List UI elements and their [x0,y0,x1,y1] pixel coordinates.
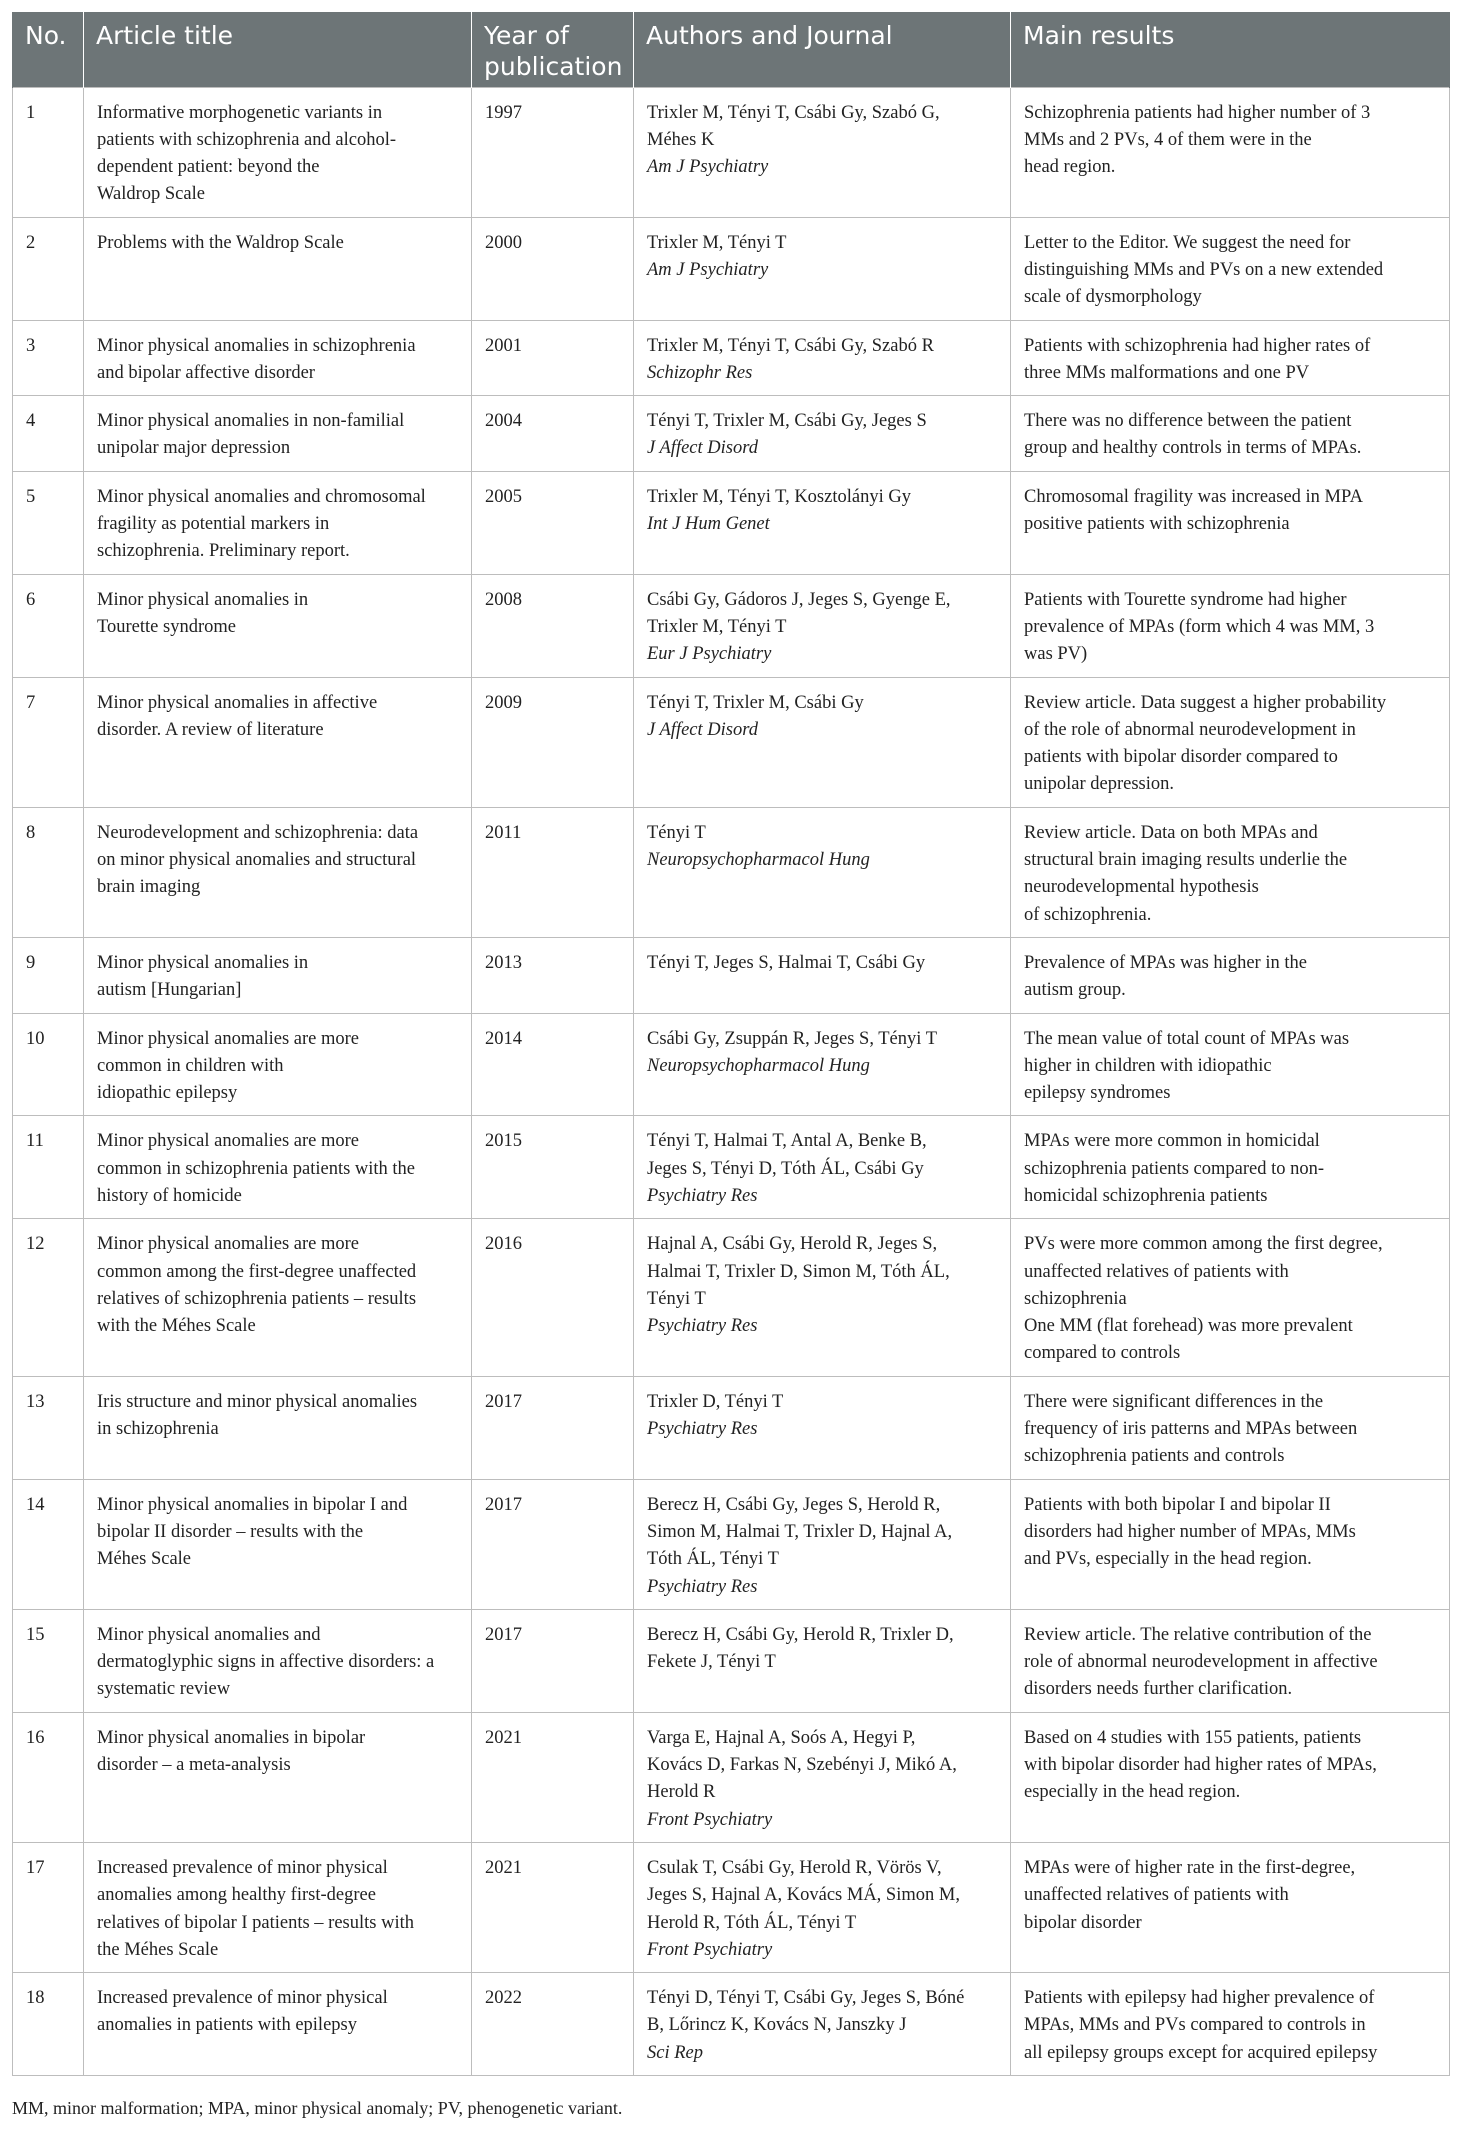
authors-text: Csábi Gy, Gádoros J, Jeges S, Gyenge E, Trixler M, Tényi T [647,589,951,637]
cell-no [13,217,84,320]
table-row [13,1973,1450,2076]
cell-no [13,1842,84,1972]
cell-main-results-text: Patients with epilepsy had higher prevalence of MPAs, MMs and PVs compared to controls in all epilepsy groups except for acquired epilepsy [1024,1988,1378,2063]
cell-main-results-text: The mean value of total count of MPAs was higher in children with idiopathic epilepsy syndromes [1024,1028,1350,1104]
cell-year-text: 2021 [485,1857,522,1878]
authors-text: Tényi T, Trixler M, Csábi Gy [647,692,864,713]
cell-authors-journal [634,1219,1011,1376]
cell-article-title [84,320,472,396]
cell-authors-journal [634,1013,1011,1116]
cell-main-results [1011,574,1450,677]
cell-article-title [84,677,472,807]
journal-text: J Affect Disord [647,719,758,740]
cell-year [472,471,634,574]
table-row [13,574,1450,677]
article-table-container [12,12,1449,2076]
cell-no-text: 6 [26,589,36,610]
cell-year-text: 2014 [485,1028,522,1049]
cell-main-results [1011,1712,1450,1842]
cell-no [13,937,84,1013]
cell-year-text: 2005 [485,486,522,507]
cell-no [13,396,84,472]
cell-year [472,1013,634,1116]
cell-main-results-text: Prevalence of MPAs was higher in the autism group. [1024,952,1307,1001]
cell-no-text: 18 [26,1988,45,2009]
authors-text: Trixler D, Tényi T [647,1391,784,1412]
cell-article-title [84,1973,472,2076]
journal-text: Front Psychiatry [647,1939,773,1960]
cell-year-text: 2001 [485,335,522,356]
cell-no [13,1712,84,1842]
authors-text: Tényi T [647,822,706,843]
cell-year [472,1842,634,1972]
cell-no-text: 14 [26,1494,45,1515]
journal-text: Am J Psychiatry [647,157,769,178]
cell-year-text: 2013 [485,952,522,973]
cell-main-results-text: Letter to the Editor. We suggest the need for distinguishing MMs and PVs on a new extended scale of dysmorphology [1024,232,1384,308]
cell-year-text: 2016 [485,1234,522,1255]
authors-text: Trixler M, Tényi T, Csábi Gy, Szabó G, Méhes K [647,102,940,150]
cell-authors-journal [634,320,1011,396]
cell-main-results [1011,1013,1450,1116]
cell-year-text: 2017 [485,1494,522,1515]
authors-text: Berecz H, Csábi Gy, Herold R, Trixler D, Fekete J, Tényi T [647,1624,954,1673]
cell-main-results [1011,807,1450,937]
journal-text: J Affect Disord [647,438,758,459]
cell-year [472,217,634,320]
table-row [13,217,1450,320]
cell-article-title-text: Minor physical anomalies in schizophrenia and bipolar affective disorder [97,335,416,383]
journal-text: Front Psychiatry [647,1809,773,1830]
cell-main-results [1011,677,1450,807]
cell-article-title-text: Minor physical anomalies in affective disorder. A review of literature [97,692,378,740]
cell-no-text: 3 [26,335,36,356]
cell-main-results-text: Review article. The relative contribution of the role of abnormal neurodevelopment in affective disorders needs further clarification. [1024,1624,1378,1700]
cell-authors-journal [634,574,1011,677]
table-row [13,1376,1450,1479]
cell-authors-journal [634,217,1011,320]
cell-article-title-text: Minor physical anomalies and chromosomal fragility as potential markers in schizophrenia. Preliminary report. [97,486,426,562]
cell-article-title [84,1712,472,1842]
cell-article-title-text: Iris structure and minor physical anomalies in schizophrenia [97,1391,418,1440]
cell-article-title-text: Minor physical anomalies in autism [Hungarian] [97,952,309,1001]
cell-main-results [1011,320,1450,396]
articles-table [12,12,1450,2076]
cell-no-text: 10 [26,1028,45,1049]
table-row [13,1842,1450,1972]
cell-article-title [84,471,472,574]
table-row [13,1609,1450,1712]
cell-no [13,1013,84,1116]
table-row [13,1219,1450,1376]
authors-text: Tényi D, Tényi T, Csábi Gy, Jeges S, Bóné B, Lőrincz K, Kovács N, Janszky J [647,1988,965,2036]
cell-year [472,807,634,937]
journal-text: Psychiatry Res [647,1576,758,1597]
cell-article-title-text: Minor physical anomalies in bipolar disorder – a meta-analysis [97,1727,366,1776]
table-row [13,320,1450,396]
cell-main-results-text: Schizophrenia patients had higher number of 3 MMs and 2 PVs, 4 of them were in the head region. [1024,102,1371,178]
cell-main-results [1011,937,1450,1013]
cell-article-title [84,1116,472,1219]
cell-article-title-text: Minor physical anomalies in Tourette syndrome [97,589,309,637]
header-authors-journal: Authors and Journal [634,12,1011,87]
cell-main-results-text: Chromosomal fragility was increased in MPA positive patients with schizophrenia [1024,486,1363,535]
cell-no-text: 8 [26,822,36,843]
cell-main-results [1011,1842,1450,1972]
cell-no-text: 16 [26,1727,45,1748]
cell-article-title [84,574,472,677]
cell-article-title-text: Minor physical anomalies are more common among the first-degree unaffected relatives of schizophrenia patients – results with the Méhes Scale [97,1234,417,1337]
table-row [13,1116,1450,1219]
cell-no [13,471,84,574]
cell-year [472,574,634,677]
cell-main-results-text: Patients with Tourette syndrome had higher prevalence of MPAs (form which 4 was MM, 3 was PV) [1024,589,1375,665]
table-body [13,87,1450,2076]
header-no: No. [13,12,84,87]
cell-article-title-text: Neurodevelopment and schizophrenia: data on minor physical anomalies and structural brain imaging [97,822,419,898]
cell-authors-journal [634,1973,1011,2076]
authors-text: Trixler M, Tényi T, Csábi Gy, Szabó R [647,335,934,356]
authors-text: Csábi Gy, Zsuppán R, Jeges S, Tényi T [647,1028,937,1049]
cell-no-text: 5 [26,486,36,507]
journal-text: Eur J Psychiatry [647,644,772,665]
cell-no-text: 13 [26,1391,45,1412]
cell-no [13,1376,84,1479]
cell-article-title [84,1609,472,1712]
authors-text: Csulak T, Csábi Gy, Herold R, Vörös V, Jeges S, Hajnal A, Kovács MÁ, Simon M, Herold R, Tóth ÁL, Tényi T [647,1857,960,1933]
cell-article-title [84,1376,472,1479]
cell-main-results [1011,396,1450,472]
cell-main-results [1011,217,1450,320]
cell-article-title [84,396,472,472]
cell-article-title-text: Minor physical anomalies in non-familial unipolar major depression [97,411,405,459]
cell-article-title-text: Increased prevalence of minor physical anomalies among healthy first-degree relatives of bipolar I patients – results with the Méhes Scale [97,1857,414,1960]
cell-year [472,1116,634,1219]
cell-year-text: 2021 [485,1727,522,1748]
cell-main-results [1011,1609,1450,1712]
cell-main-results-text: There were significant differences in the frequency of iris patterns and MPAs between schizophrenia patients and controls [1024,1391,1358,1467]
cell-no [13,677,84,807]
cell-no-text: 2 [26,232,36,253]
authors-text: Varga E, Hajnal A, Soós A, Hegyi P, Kovács D, Farkas N, Szebényi J, Mikó A, Herold R [647,1727,957,1803]
header-article-title: Article title [84,12,472,87]
cell-year [472,320,634,396]
cell-year-text: 2008 [485,589,522,610]
cell-no [13,1219,84,1376]
cell-year-text: 2022 [485,1988,522,2009]
cell-no [13,807,84,937]
cell-main-results-text: Based on 4 studies with 155 patients, patients with bipolar disorder had higher rates of MPAs, especially in the head region. [1024,1727,1377,1803]
cell-year [472,1376,634,1479]
journal-text: Psychiatry Res [647,1186,758,1206]
table-row [13,471,1450,574]
cell-year-text: 2011 [485,822,522,843]
table-row [13,1479,1450,1609]
table-row [13,1712,1450,1842]
cell-authors-journal [634,1479,1011,1609]
cell-year [472,1219,634,1376]
cell-article-title [84,1013,472,1116]
authors-text: Tényi T, Jeges S, Halmai T, Csábi Gy [647,952,926,973]
cell-no [13,1116,84,1219]
cell-authors-journal [634,807,1011,937]
table-row [13,87,1450,217]
cell-authors-journal [634,471,1011,574]
cell-no-text: 17 [26,1857,45,1878]
cell-main-results-text: MPAs were more common in homicidal schizophrenia patients compared to non- homicidal schizophrenia patients [1024,1131,1325,1206]
cell-year-text: 2015 [485,1131,522,1152]
cell-no [13,320,84,396]
cell-main-results [1011,1973,1450,2076]
cell-article-title [84,87,472,217]
cell-year-text: 2009 [485,692,522,713]
cell-main-results [1011,1219,1450,1376]
cell-authors-journal [634,1116,1011,1219]
cell-year [472,937,634,1013]
cell-no [13,87,84,217]
table-row [13,396,1450,472]
cell-no [13,574,84,677]
cell-year [472,1973,634,2076]
cell-no [13,1973,84,2076]
authors-text: Trixler M, Tényi T [647,232,787,253]
cell-article-title-text: Increased prevalence of minor physical anomalies in patients with epilepsy [97,1988,388,2036]
journal-text: Neuropsychopharmacol Hung [647,850,870,871]
authors-text: Hajnal A, Csábi Gy, Herold R, Jeges S, Halmai T, Trixler D, Simon M, Tóth ÁL, Tényi T [647,1234,950,1309]
table-row [13,807,1450,937]
cell-no [13,1609,84,1712]
cell-no-text: 7 [26,692,36,713]
header-row [13,12,1450,87]
cell-authors-journal [634,1376,1011,1479]
header-year: Year of publication [472,12,634,87]
journal-text: Neuropsychopharmacol Hung [647,1055,870,1076]
journal-text: Int J Hum Genet [647,514,770,535]
cell-year-text: 2000 [485,232,522,253]
cell-authors-journal [634,677,1011,807]
cell-main-results [1011,471,1450,574]
cell-year [472,87,634,217]
table-row [13,677,1450,807]
cell-main-results-text: MPAs were of higher rate in the first-degree, unaffected relatives of patients with bipolar disorder [1024,1857,1356,1933]
cell-article-title [84,217,472,320]
cell-main-results [1011,1376,1450,1479]
table-row [13,1013,1450,1116]
cell-no-text: 1 [26,102,36,123]
cell-no [13,1479,84,1609]
cell-year [472,677,634,807]
journal-text: Sci Rep [647,2042,703,2063]
cell-no-text: 11 [26,1131,44,1152]
journal-text: Am J Psychiatry [647,259,769,280]
cell-no-text: 12 [26,1234,45,1255]
authors-text: Berecz H, Csábi Gy, Jeges S, Herold R, Simon M, Halmai T, Trixler D, Hajnal A, Tóth ÁL, Tényi T [647,1494,953,1570]
journal-text: Psychiatry Res [647,1316,758,1337]
cell-main-results-text: Review article. Data suggest a higher probability of the role of abnormal neurodevelopment in patients with bipolar disorder compared to unipolar depression. [1024,692,1387,795]
cell-main-results [1011,87,1450,217]
cell-authors-journal [634,396,1011,472]
cell-authors-journal [634,937,1011,1013]
cell-main-results-text: There was no difference between the patient group and healthy controls in terms of MPAs. [1024,411,1362,459]
cell-year-text: 2004 [485,411,522,432]
cell-article-title [84,1219,472,1376]
cell-main-results-text: Patients with schizophrenia had higher rates of three MMs malformations and one PV [1024,335,1371,383]
cell-main-results [1011,1479,1450,1609]
cell-authors-journal [634,1842,1011,1972]
cell-article-title-text: Minor physical anomalies in bipolar I and bipolar II disorder – results with the Méhes Scale [97,1494,408,1570]
cell-year [472,396,634,472]
cell-authors-journal [634,1712,1011,1842]
cell-no-text: 15 [26,1624,45,1645]
cell-year [472,1609,634,1712]
cell-year [472,1479,634,1609]
cell-article-title-text: Minor physical anomalies are more common in children with idiopathic epilepsy [97,1028,359,1104]
cell-year-text: 2017 [485,1391,522,1412]
cell-article-title-text: Problems with the Waldrop Scale [97,232,344,253]
cell-main-results-text: Review article. Data on both MPAs and structural brain imaging results underlie the neurodevelopmental hypothesis of schizophrenia. [1024,822,1348,925]
table-footnote: MM, minor malformation; MPA, minor physical anomaly; PV, phenogenetic variant. [12,2098,623,2118]
journal-text: Psychiatry Res [647,1419,758,1440]
cell-article-title [84,1842,472,1972]
cell-main-results-text: PVs were more common among the first degree, unaffected relatives of patients with schizophrenia One MM (flat forehead) was more prevalent compared to controls [1024,1234,1383,1364]
cell-article-title-text: Minor physical anomalies and dermatoglyphic signs in affective disorders: a systematic review [97,1624,435,1700]
cell-year-text: 2017 [485,1624,522,1645]
cell-article-title-text: Informative morphogenetic variants in patients with schizophrenia and alcohol- dependent patient: beyond the Waldrop Scale [97,102,396,205]
cell-no-text: 9 [26,952,36,973]
cell-article-title [84,807,472,937]
cell-no-text: 4 [26,411,36,432]
cell-main-results [1011,1116,1450,1219]
header-main-results: Main results [1011,12,1450,87]
table-row [13,937,1450,1013]
cell-year-text: 1997 [485,102,522,123]
authors-text: Trixler M, Tényi T, Kosztolányi Gy [647,486,911,507]
authors-text: Tényi T, Halmai T, Antal A, Benke B, Jeges S, Tényi D, Tóth ÁL, Csábi Gy [647,1131,927,1179]
cell-main-results-text: Patients with both bipolar I and bipolar II disorders had higher number of MPAs, MMs and PVs, especially in the head region. [1024,1494,1356,1570]
cell-year [472,1712,634,1842]
cell-authors-journal [634,87,1011,217]
cell-authors-journal [634,1609,1011,1712]
authors-text: Tényi T, Trixler M, Csábi Gy, Jeges S [647,411,927,432]
cell-article-title-text: Minor physical anomalies are more common in schizophrenia patients with the history of homicide [97,1131,416,1206]
cell-article-title [84,1479,472,1609]
journal-text: Schizophr Res [647,362,753,383]
table-header [13,12,1450,87]
cell-article-title [84,937,472,1013]
